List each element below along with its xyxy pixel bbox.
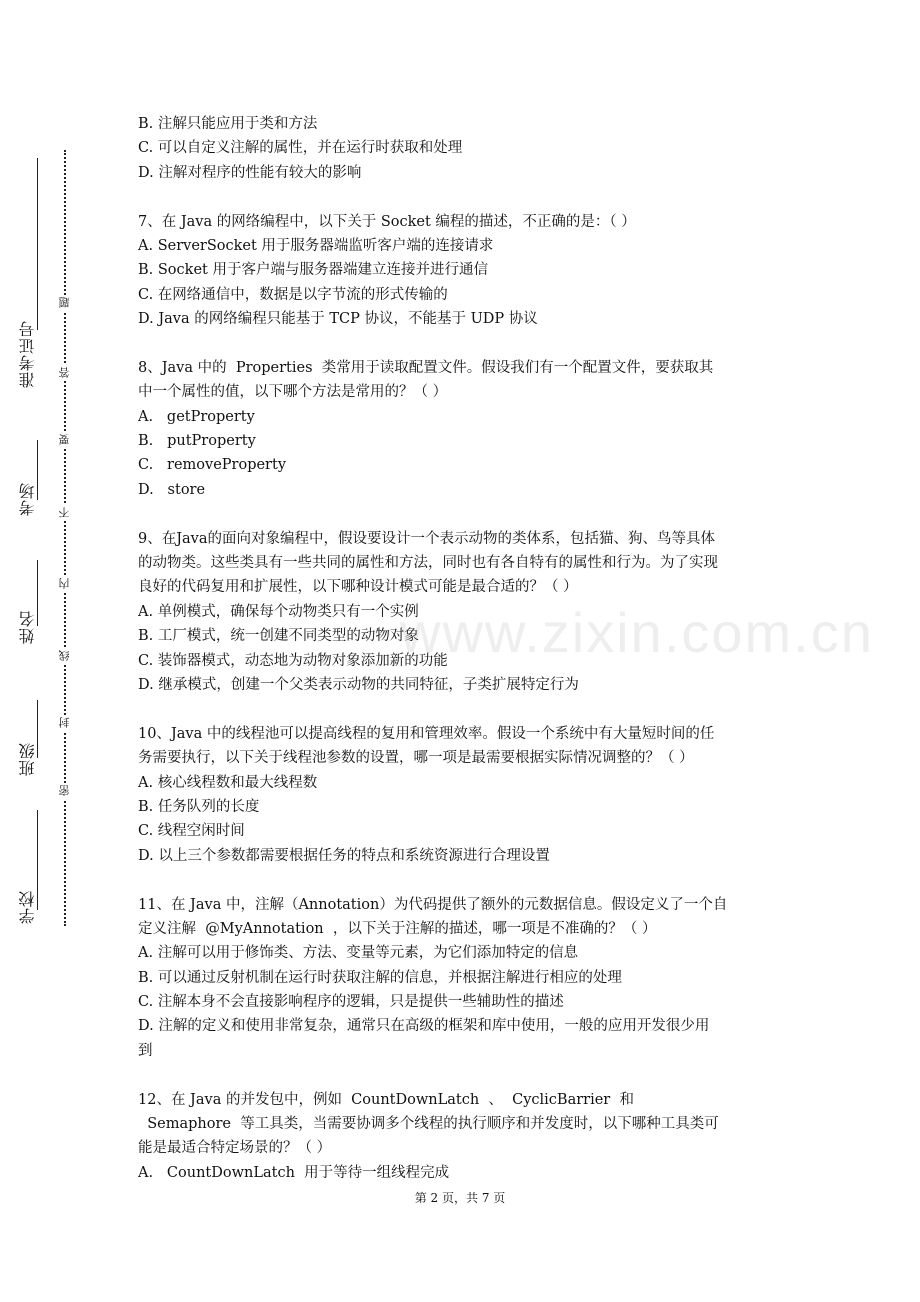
question-text-line: B. 任务队列的长度 [138, 798, 260, 815]
question-stem-line: 10、Java 中的线程池可以提高线程的复用和管理效率。假设一个系统中有大量短时间的任 [138, 725, 715, 742]
binding-field-underline [37, 158, 38, 330]
binding-field-label: 班级 [18, 742, 37, 776]
binding-margin [0, 0, 80, 1302]
question-stem-line: 11、在 Java 中，注解（Annotation）为代码提供了额外的元数据信息。假设定义了一个自 [138, 896, 728, 913]
question-text-line: 定义注解 @MyAnnotation ，以下关于注解的描述，哪一项是不准确的？（ ） [138, 920, 657, 937]
question-block [138, 210, 788, 332]
question-text-line: A. CountDownLatch 用于等待一组线程完成 [138, 1164, 450, 1181]
question-block [138, 893, 788, 1064]
seal-char: 线 [57, 648, 73, 664]
question-text-line: B. 注解只能应用于类和方法 [138, 116, 318, 132]
question-text-line: C. removeProperty [138, 457, 287, 474]
seal-char: 内 [57, 576, 73, 592]
question-stem-line: 9、在Java的面向对象编程中，假设要设计一个表示动物的类体系，包括猫、狗、鸟等具体 [138, 530, 716, 547]
question-stem-line: 12、在 Java 的并发包中，例如 CountDownLatch 、 CyclicBarrier 和 [138, 1091, 634, 1108]
question-text-line: B. Socket 用于客户端与服务器端建立连接并进行通信 [138, 262, 488, 279]
question-text-line: B. putProperty [138, 433, 256, 450]
question-text-line: Semaphore 等工具类，当需要协调多个线程的执行顺序和并发度时，以下哪种工具类可 [138, 1116, 719, 1133]
question-text-line: C. 注解本身不会直接影响程序的逻辑，只是提供一些辅助性的描述 [138, 994, 564, 1011]
watermark: www.zixin.com.cn [400, 601, 874, 664]
question-text-line: C. 线程空闲时间 [138, 823, 245, 840]
binding-field-underline [37, 810, 38, 910]
binding-field-underline [37, 440, 38, 500]
question-text-line: 到 [138, 1042, 153, 1059]
question-stem-line: 8、Java 中的 Properties 类常用于读取配置文件。假设我们有一个配置文件，要获取其 [138, 359, 714, 376]
question-text-line: A. 注解可以用于修饰类、方法、变量等元素，为它们添加特定的信息 [138, 945, 579, 962]
question-block [138, 356, 788, 502]
page-footer: 第 2 页，共 7 页 [414, 1191, 506, 1205]
question-text-line: 务需要执行，以下关于线程池参数的设置，哪一项是最需要根据实际情况调整的？（ ） [138, 750, 694, 767]
question-text-line: D. 以上三个参数都需要根据任务的特点和系统资源进行合理设置 [138, 847, 550, 864]
seal-char: 题 [57, 295, 73, 311]
question-text-line: 能是最适合特定场景的？（ ） [138, 1140, 332, 1157]
seal-char: 密 [57, 783, 73, 799]
question-text-line: C. 可以自定义注解的属性，并在运行时获取和处理 [138, 140, 463, 157]
question-block [138, 112, 788, 185]
binding-field-label: 准考证号 [18, 320, 37, 388]
question-text-line: D. 继承模式，创建一个父类表示动物的共同特征，子类扩展特定行为 [138, 676, 579, 693]
question-gap [138, 697, 788, 721]
question-text-line: B. 工厂模式，统一创建不同类型的动物对象 [138, 628, 419, 645]
question-text-line: A. 单例模式，确保每个动物类只有一个实例 [138, 603, 419, 620]
binding-field-underline [37, 700, 38, 758]
seal-char: 不 [57, 505, 73, 521]
seal-char: 要 [57, 432, 73, 448]
question-text-line: C. 在网络通信中，数据是以字节流的形式传输的 [138, 286, 448, 303]
question-text-line: A. getProperty [138, 408, 255, 425]
question-block [138, 1088, 788, 1186]
question-text-line: A. 核心线程数和最大线程数 [138, 774, 318, 791]
seal-dotted-line [64, 150, 66, 926]
question-text-line: C. 装饰器模式，动态地为动物对象添加新的功能 [138, 652, 448, 669]
question-text-line: 良好的代码复用和扩展性，以下哪种设计模式可能是最合适的？（ ） [138, 579, 578, 596]
question-text-line: D. store [138, 481, 206, 498]
binding-field-label: 姓名 [18, 610, 37, 644]
question-gap [138, 868, 788, 892]
question-stem-line: 7、在 Java 的网络编程中，以下关于 Socket 编程的描述，不正确的是：（ ） [138, 213, 636, 230]
binding-field-label: 考场 [18, 482, 37, 516]
seal-char: 封 [57, 715, 73, 731]
seal-char: 答 [57, 365, 73, 381]
question-gap [138, 1063, 788, 1087]
question-gap [138, 185, 788, 209]
question-text-line: 的动物类。这些类具有一些共同的属性和方法，同时也有各自特有的属性和行为。为了实现 [138, 555, 718, 572]
question-gap [138, 332, 788, 356]
question-block [138, 722, 788, 868]
question-text-line: A. ServerSocket 用于服务器端监听客户端的连接请求 [138, 237, 494, 254]
question-text-line: 中一个属性的值，以下哪个方法是常用的？（ ） [138, 384, 448, 401]
question-text-line: B. 可以通过反射机制在运行时获取注解的信息，并根据注解进行相应的处理 [138, 969, 622, 986]
question-text-line: D. Java 的网络编程只能基于 TCP 协议，不能基于 UDP 协议 [138, 311, 538, 328]
question-text-line: D. 注解对程序的性能有较大的影响 [138, 164, 362, 181]
question-gap [138, 502, 788, 526]
binding-field-label: 学校 [18, 890, 37, 924]
question-text-line: D. 注解的定义和使用非常复杂，通常只在高级的框架和库中使用，一般的应用开发很少用 [138, 1018, 710, 1035]
binding-field-underline [37, 560, 38, 626]
